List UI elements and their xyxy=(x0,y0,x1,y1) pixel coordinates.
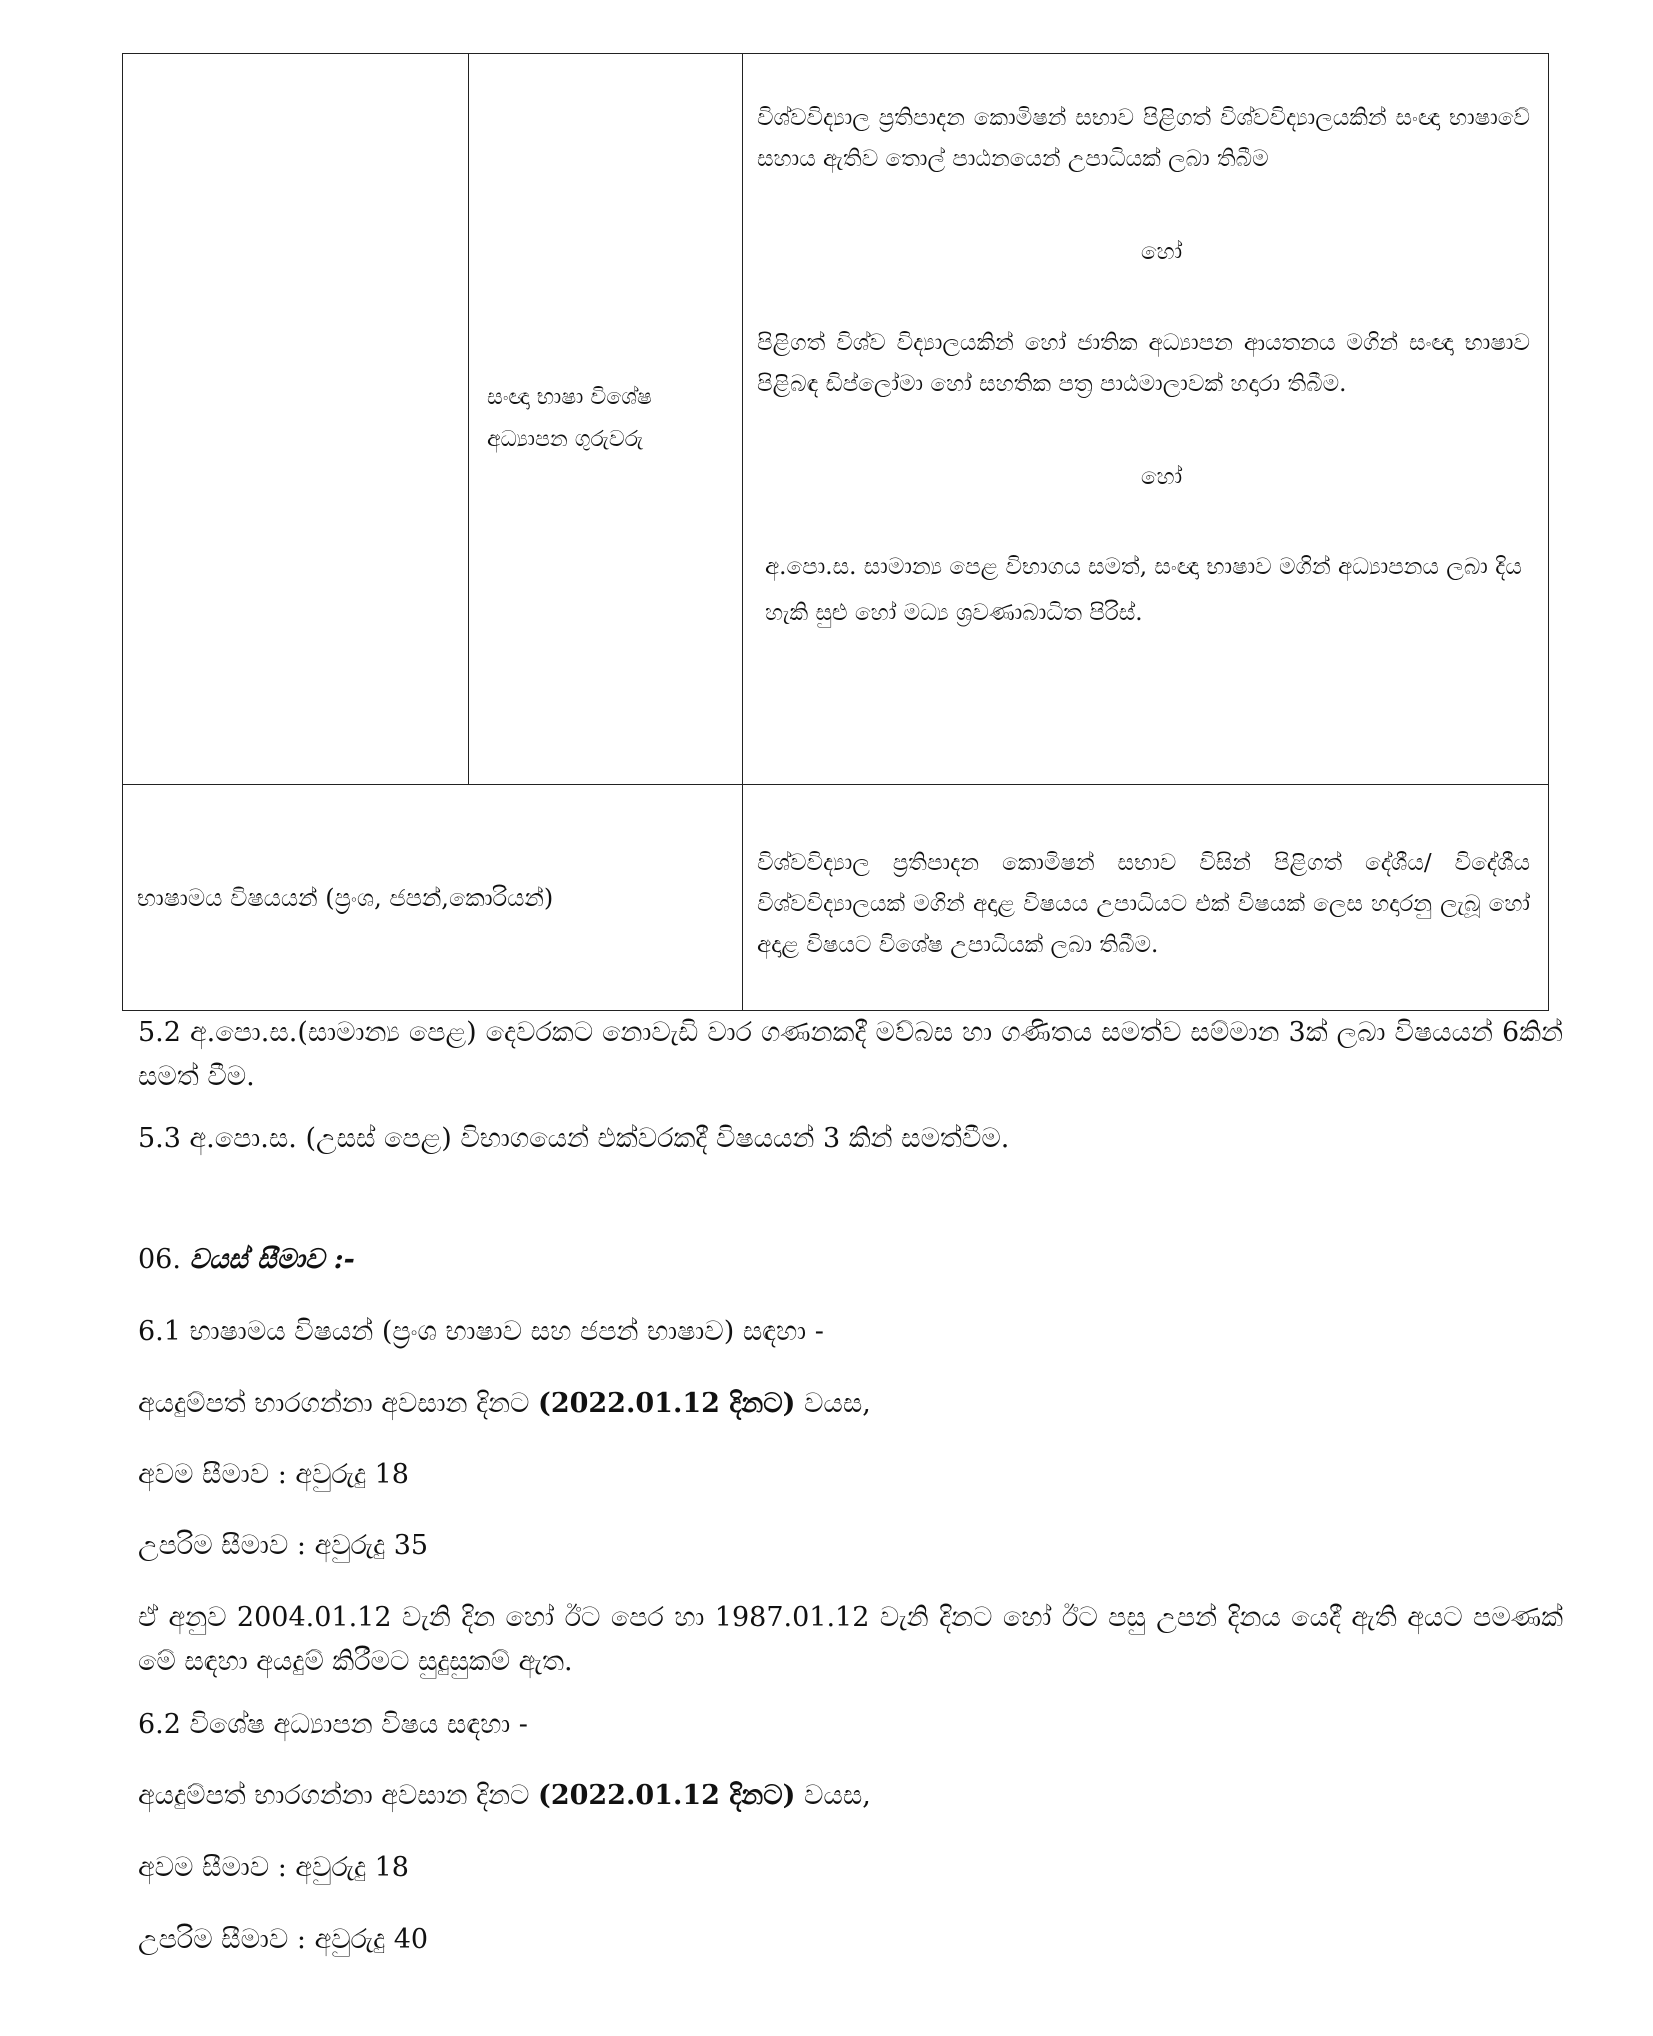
empty-cell xyxy=(123,54,469,785)
max-age: උපරිම සීමාව : අවුරුදු 35 xyxy=(138,1530,429,1561)
age-date-line: අයදුම්පත් භාරගන්නා අවසාන දිනට (2022.01.12 දිනට) වයස, xyxy=(138,1780,871,1811)
paragraph-5-2: 5.2 අ.පො.ස.(සාමාන්‍ය පෙළ) දෙවරකට නොවැඩි වාර ගණනකදී මව්බස හා ගණිතය සමත්ව සම්මාන 3ක් ලබා විෂයයන් 6කින් සමත් වීම. xyxy=(138,1017,1563,1092)
table-row xyxy=(123,785,1549,1011)
or-separator: හෝ xyxy=(1140,239,1183,265)
paragraph-6-1: 6.1 භාෂාමය විෂයන් (ප්‍රංශ භාෂාව සහ ජපන් භාෂාව) සඳහා - xyxy=(138,1316,824,1347)
table-row xyxy=(123,54,1549,785)
language-subjects: භාෂාමය විෂයයන් (ප්‍රංශ, ජපන්,කොරියන්) xyxy=(137,883,554,912)
age-date-line: අයදුම්පත් භාරගන්නා අවසාන දිනට (2022.01.12 දිනට) වයස, xyxy=(138,1388,871,1419)
paragraph-6-2: 6.2 විශේෂ අධ්‍යාපන විෂය සඳහා - xyxy=(138,1709,528,1740)
qualification-degree: විශ්වවිද්‍යාල ප්‍රතිපාදන කොමිෂන් සභාව පිළිගත් විශ්වවිද්‍යාලයකින් සංඥා භාෂාවේ සහාය ඇතිව තොල් පාඨනයෙන් උපාධියක් ලබා තිබීම xyxy=(757,105,1530,172)
or-separator: හෝ xyxy=(1140,464,1183,490)
closing-date: (2022.01.12 දිනට) xyxy=(538,1388,796,1419)
min-age: අවම සීමාව : අවුරුදු 18 xyxy=(138,1459,409,1490)
section-06-heading xyxy=(138,1238,1563,1282)
qualification-diploma: පිළිගත් විශ්ව විද්‍යාලයකින් හෝ ජාතික අධ්‍යාපන ආයතනය මගින් සංඥා භාෂාව පිළිබඳ ඩිප්ලෝමා හෝ සහතික පත්‍ර පාඨමාලාවක් හදාරා තිබීම. xyxy=(757,330,1530,397)
qualification-ol: අ.පො.ස. සාමාන්‍ය පෙළ විභාගය සමත්, සංඥා භාෂාව මගින් අධ්‍යාපනය ලබා දිය හැකි සුළු හෝ මධ්‍ය ශ්‍රවණාබාධිත පිරිස්. xyxy=(765,554,1522,626)
min-age: අවම සීමාව : අවුරුදු 18 xyxy=(138,1852,409,1883)
qualification-cell xyxy=(743,54,1549,785)
language-subjects-cell xyxy=(123,785,743,1011)
section-number: 06. xyxy=(138,1244,190,1275)
teacher-category-cell xyxy=(469,54,743,785)
max-age: උපරිම සීමාව : අවුරුදු 40 xyxy=(138,1924,429,1955)
language-qualification: විශ්වවිද්‍යාල ප්‍රතිපාදන කොමිෂන් සභාව විසින් පිළිගත් දේශීය/ විදේශීය විශ්වවිද්‍යාලයක් මගින් අදාළ විෂයය උපාධියට එක් විෂයක් ලෙස හදාරනු ලැබූ හෝ අදාළ විෂයට විශේෂ උපාධියක් ලබා තිබීම. xyxy=(757,850,1530,958)
qualification-cell xyxy=(743,785,1549,1011)
section-title: වයස් සීමාව :- xyxy=(189,1244,355,1275)
paragraph-5-3: 5.3 අ.පො.ස. (උසස් පෙළ) විභාගයෙන් එක්වරකදී විෂයයන් 3 කින් සමත්වීම. xyxy=(138,1123,1010,1154)
closing-date: (2022.01.12 දිනට) xyxy=(538,1780,796,1811)
teacher-category: සංඥා භාෂා විශේෂ අධ්‍යාපන ගුරුවරු xyxy=(487,385,652,452)
eligibility-paragraph: ඒ අනුව 2004.01.12 වැනි දින හෝ ඊට පෙර හා 1987.01.12 වැනි දිනට හෝ ඊට පසු උපන් දිනය යෙදී ඇති අයට පමණක් මේ සඳහා අයදුම් කිරීමට සුදුසුකම් ඇත. xyxy=(138,1602,1563,1677)
qualifications-table xyxy=(122,53,1549,1011)
